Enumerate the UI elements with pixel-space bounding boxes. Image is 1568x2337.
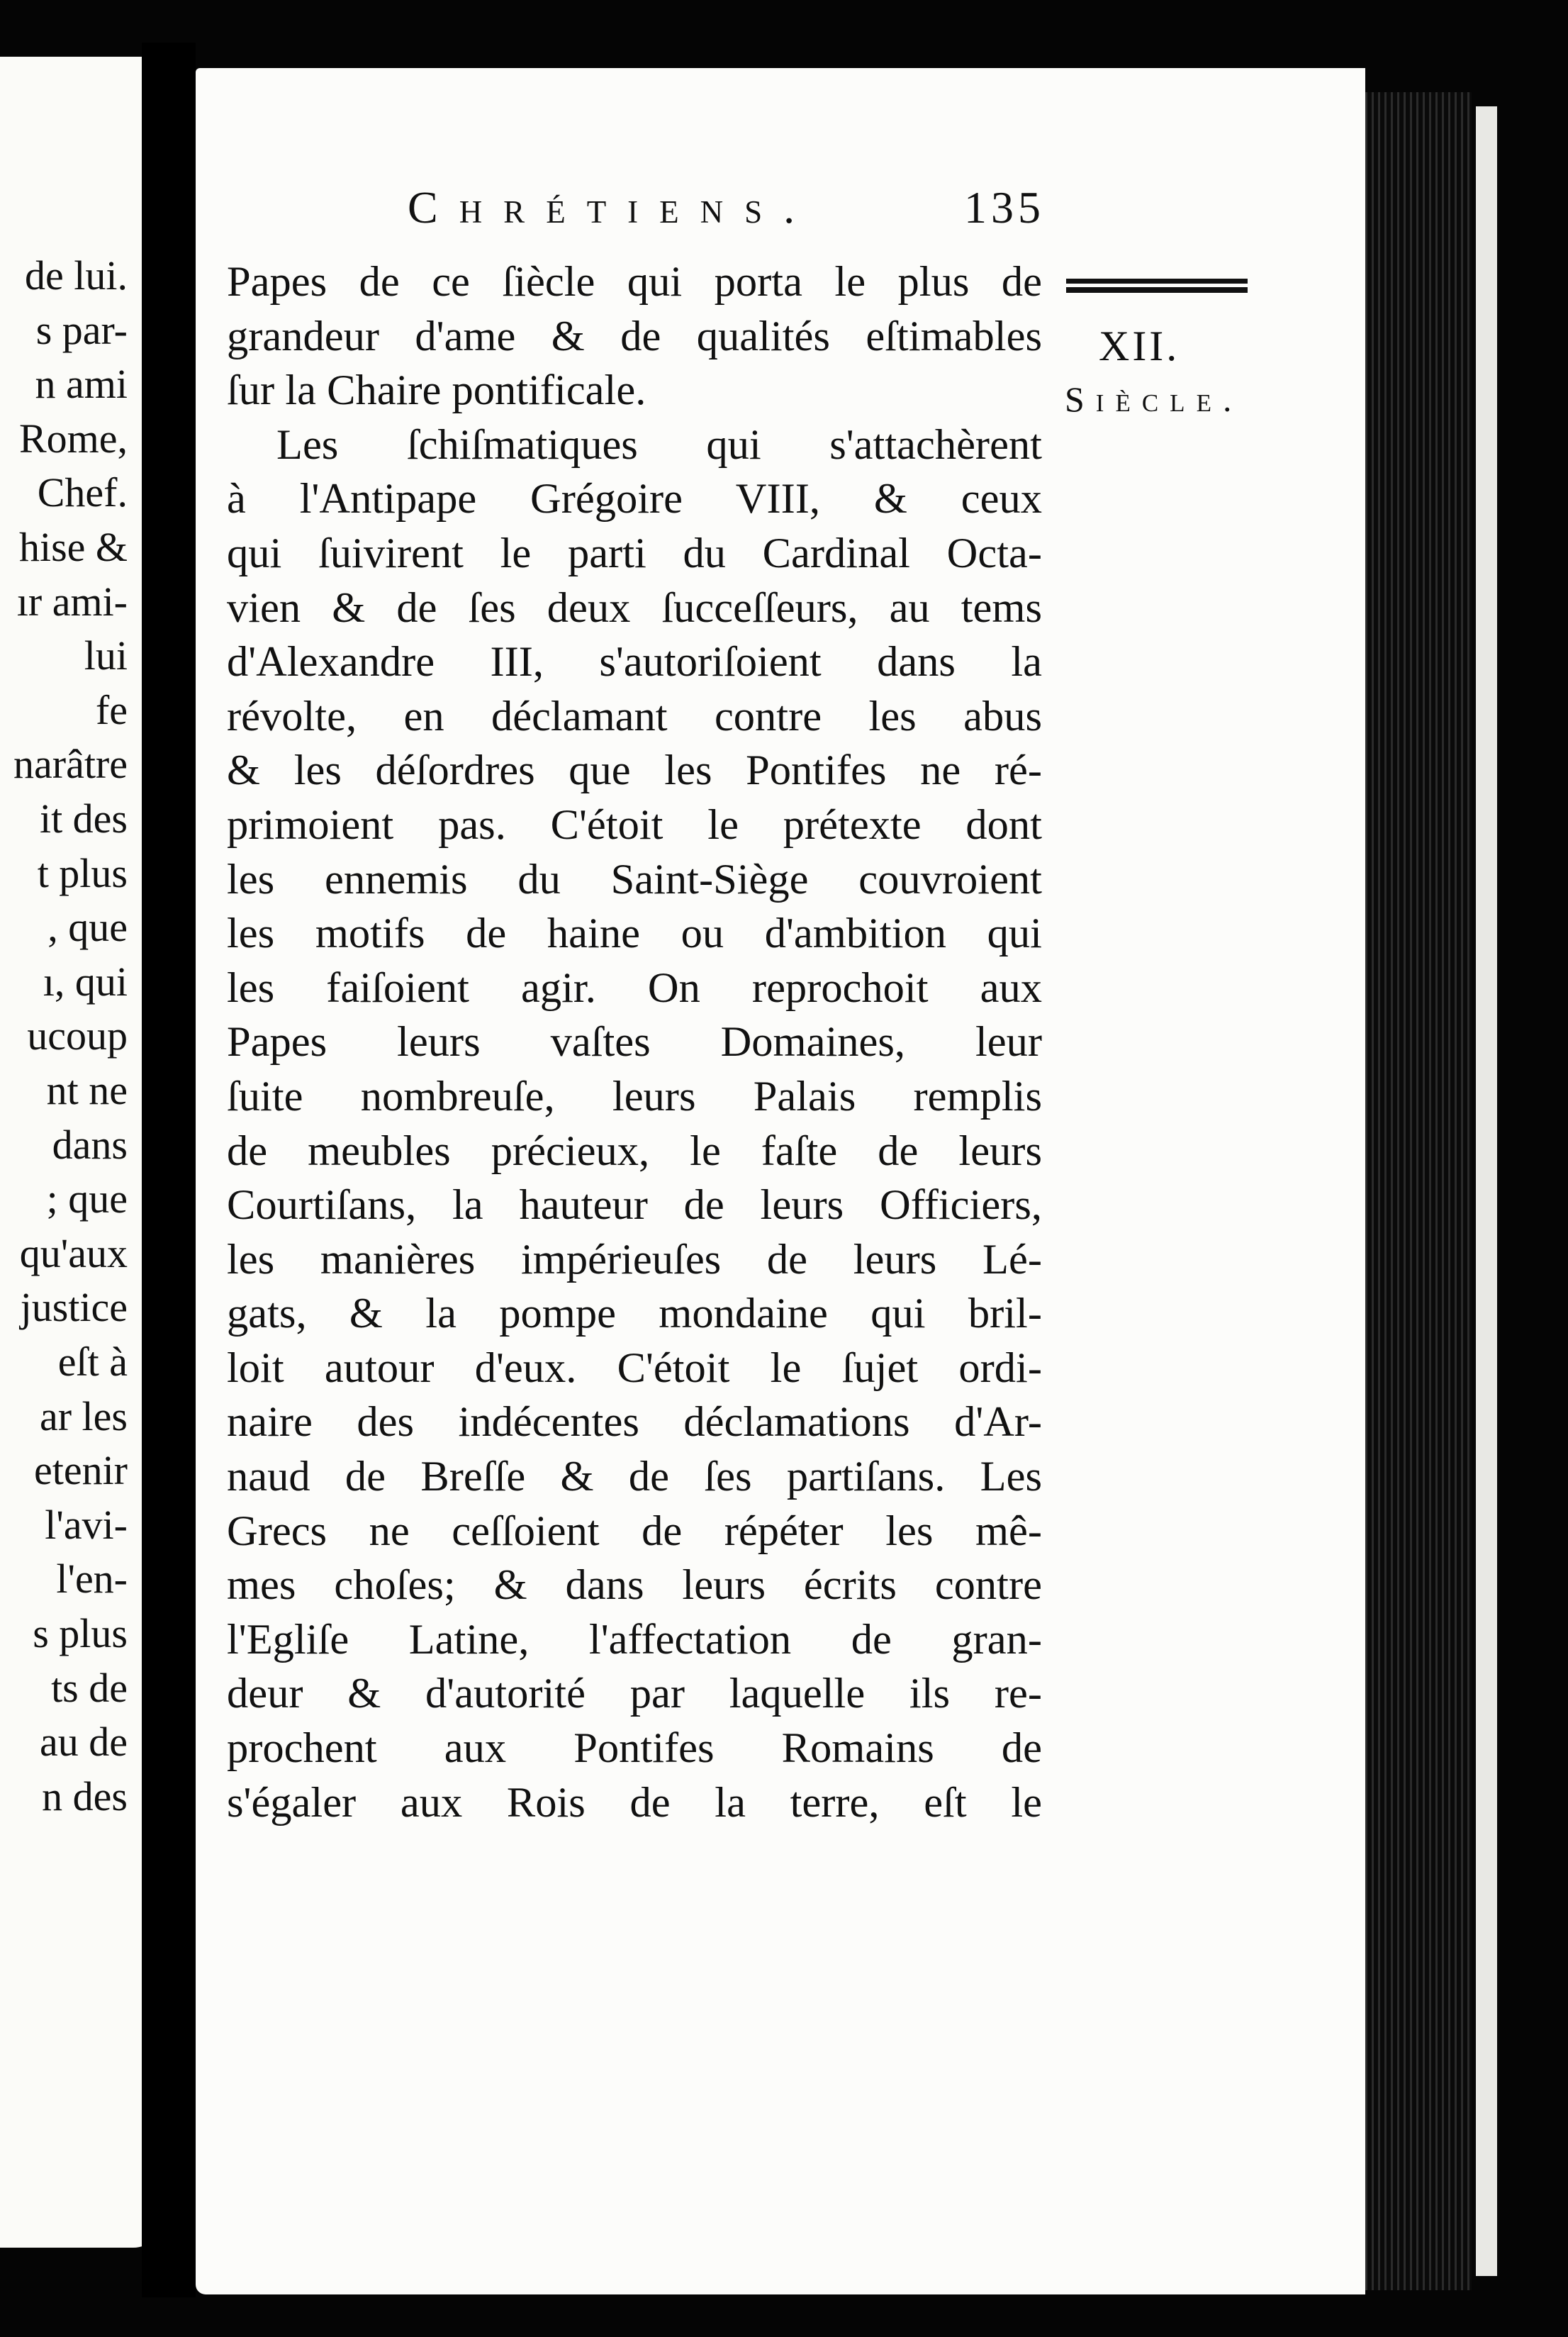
facing-page-line: de lui. — [25, 252, 128, 299]
facing-page-line: narâtre — [13, 741, 128, 788]
facing-page-line: etenir — [33, 1447, 128, 1494]
facing-page-line: ts de — [51, 1664, 128, 1711]
text-line: prochent aux Pontifes Romains de — [227, 1724, 1042, 1773]
facing-page-line: ; que — [46, 1176, 128, 1222]
text-line: à l'Antipape Grégoire VIII, & ceux — [227, 475, 1042, 523]
facing-page-line: l'avi- — [45, 1501, 128, 1548]
text-line: Papes de ce ſiècle qui porta le plus de — [227, 258, 1042, 306]
text-line: ſur la Chaire pontificale. — [227, 367, 646, 415]
text-line: deur & d'autorité par laquelle ils re- — [227, 1670, 1042, 1718]
text-line: loit autour d'eux. C'étoit le ſujet ordi- — [227, 1344, 1042, 1392]
facing-page-line: s plus — [33, 1610, 128, 1656]
facing-page-line: t plus — [37, 849, 128, 896]
facing-page-left — [0, 57, 162, 2248]
facing-page-line: ucoup — [27, 1013, 128, 1059]
text-line: de meubles précieux, le faſte de leurs — [227, 1127, 1042, 1175]
text-line: vien & de ſes deux ſucceſſeurs, au tems — [227, 584, 1042, 632]
facing-page-line: au de — [40, 1719, 128, 1766]
text-line: révolte, en déclamant contre les abus — [227, 692, 1042, 740]
text-line: les manières impérieuſes de leurs Lé- — [227, 1235, 1042, 1283]
text-line: naire des indécentes déclamations d'Ar- — [227, 1398, 1042, 1446]
text-line: s'égaler aux Rois de la terre, eſt le — [227, 1778, 1042, 1826]
text-line: & les déſordres que les Pontifes ne ré- — [227, 747, 1042, 795]
text-line: l'Egliſe Latine, l'affectation de gran- — [227, 1615, 1042, 1663]
text-line: Papes leurs vaſtes Domaines, leur — [227, 1018, 1042, 1066]
text-line: mes choſes; & dans leurs écrits contre — [227, 1561, 1042, 1610]
margin-rule — [1066, 279, 1248, 293]
text-line: les motifs de haine ou d'ambition qui — [227, 910, 1042, 958]
facing-page-line: , que — [47, 904, 128, 951]
facing-page-line: fe — [95, 686, 128, 733]
text-line: Grecs ne ceſſoient de répéter les mê- — [227, 1507, 1042, 1555]
book-gutter — [142, 43, 196, 2297]
facing-page-line: justice — [20, 1284, 128, 1331]
facing-page-line: qu'aux — [19, 1229, 128, 1276]
page-number: 135 — [964, 182, 1045, 233]
facing-page-line: it des — [39, 796, 128, 842]
text-line: gats, & la pompe mondaine qui bril- — [227, 1290, 1042, 1338]
text-line: les ennemis du Saint-Siège couvroient — [227, 855, 1042, 903]
text-line: Les ſchiſmatiques qui s'attachèrent — [276, 420, 1042, 469]
text-line: les faiſoient agir. On reprochoit aux — [227, 964, 1042, 1012]
next-page-edge — [1476, 106, 1497, 2276]
body-text — [227, 255, 1042, 1830]
facing-page-line: nt ne — [46, 1067, 128, 1113]
facing-page-line: l'en- — [56, 1556, 128, 1602]
facing-page-line: s par- — [35, 306, 128, 353]
facing-page-line: ır ami- — [16, 578, 128, 625]
text-line: d'Alexandre III, s'autoriſoient dans la — [227, 638, 1042, 686]
facing-page-line: n des — [42, 1773, 128, 1819]
text-line: naud de Breſſe & de ſes partiſans. Les — [227, 1453, 1042, 1501]
facing-page-line: eſt à — [57, 1339, 128, 1385]
facing-page-line: hise & — [18, 524, 128, 570]
margin-century: XII. — [1099, 323, 1180, 369]
facing-page-line: ar les — [40, 1393, 128, 1439]
margin-siecle-label: Siècle. — [1065, 379, 1243, 419]
running-header: Chrétiens. — [408, 182, 817, 233]
facing-page-line: Rome, — [18, 415, 128, 462]
facing-page-line: ı, qui — [43, 958, 128, 1005]
facing-page-line: lui — [84, 632, 128, 679]
facing-page-line: dans — [52, 1121, 128, 1168]
text-line: primoient pas. C'étoit le prétexte dont — [227, 801, 1042, 849]
text-line: grandeur d'ame & de qualités eſtimables — [227, 312, 1042, 360]
facing-page-line: Chef. — [37, 469, 128, 516]
facing-page-line: n ami — [35, 361, 128, 408]
text-line: Courtiſans, la hauteur de leurs Officiers, — [227, 1181, 1042, 1229]
text-line: ſuite nombreuſe, leurs Palais remplis — [227, 1072, 1042, 1120]
text-line: qui ſuivirent le parti du Cardinal Octa- — [227, 529, 1042, 577]
page-edges — [1365, 92, 1472, 2290]
